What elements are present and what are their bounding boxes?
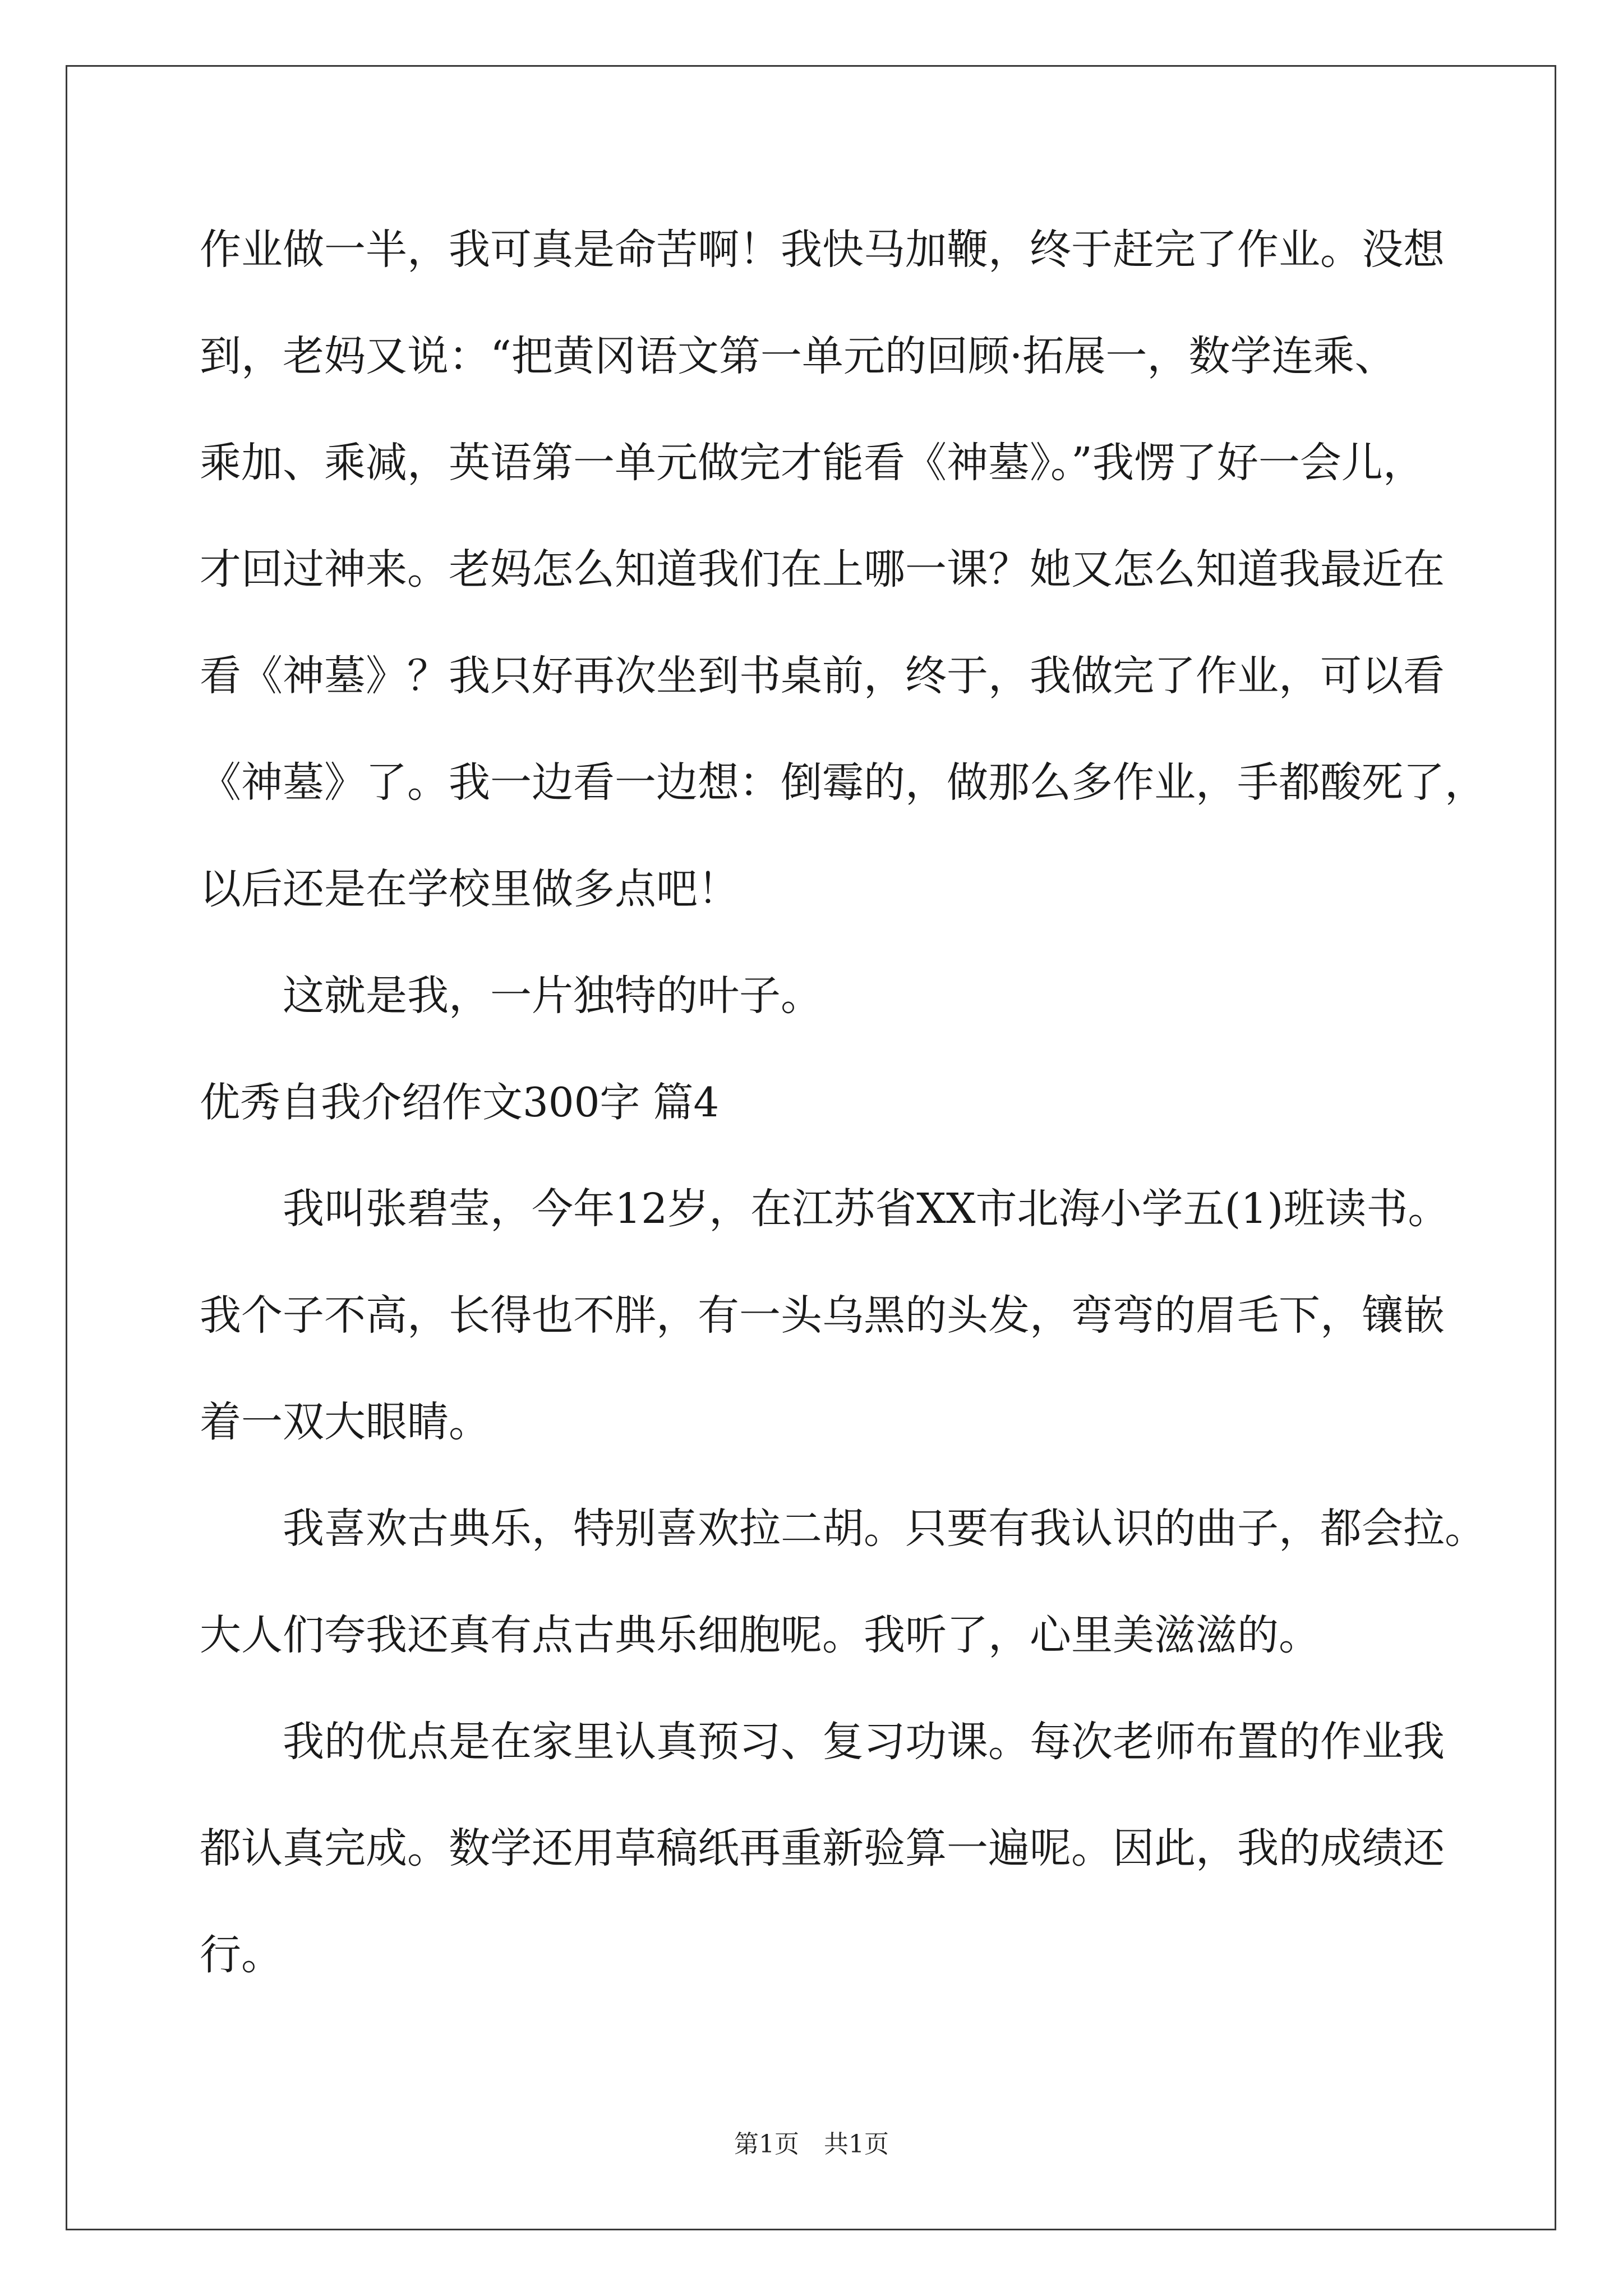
text-line: 着一双大眼睛。 — [200, 1398, 490, 1446]
text-line: 作业做一半，我可真是命苦啊！我快马加鞭，终于赶完了作业。没想 — [200, 226, 1445, 274]
page-footer: 第1页 共1页 — [734, 2130, 889, 2159]
text-line: 行。 — [200, 1931, 283, 1979]
section-heading: 优秀自我介绍作文300字 篇4 — [200, 1079, 720, 1126]
text-line: 才回过神来。老妈怎么知道我们在上哪一课？她又怎么知道我最近在 — [200, 545, 1445, 593]
paragraph-line: 我的优点是在家里认真预习、复习功课。每次老师布置的作业我 — [283, 1718, 1445, 1766]
text-line: 以后还是在学校里做多点吧！ — [200, 865, 739, 913]
paragraph-line: 这就是我，一片独特的叶子。 — [283, 972, 822, 1020]
page-border — [66, 65, 1556, 2230]
text-line: 我个子不高，长得也不胖，有一头乌黑的头发，弯弯的眉毛下，镶嵌 — [200, 1291, 1445, 1340]
text-line: 都认真完成。数学还用草稿纸再重新验算一遍呢。因此，我的成绩还 — [200, 1824, 1445, 1872]
paragraph-line: 我喜欢古典乐，特别喜欢拉二胡。只要有我认识的曲子，都会拉。 — [283, 1504, 1486, 1553]
text-line: 看《神墓》？我只好再次坐到书桌前，终于，我做完了作业，可以看 — [200, 652, 1445, 700]
text-line: 乘加、乘减，英语第一单元做完才能看《神墓》。”我愣了好一会儿， — [200, 439, 1424, 487]
text-line: 到，老妈又说：“把黄冈语文第一单元的回顾·拓展一，数学连乘、 — [200, 332, 1396, 380]
text-line: 大人们夸我还真有点古典乐细胞呢。我听了，心里美滋滋的。 — [200, 1611, 1320, 1659]
text-line: 《神墓》了。我一边看一边想：倒霉的，做那么多作业，手都酸死了， — [200, 758, 1486, 807]
paragraph-line: 我叫张碧莹，今年12岁，在江苏省XX市北海小学五(1)班读书。 — [283, 1185, 1450, 1233]
